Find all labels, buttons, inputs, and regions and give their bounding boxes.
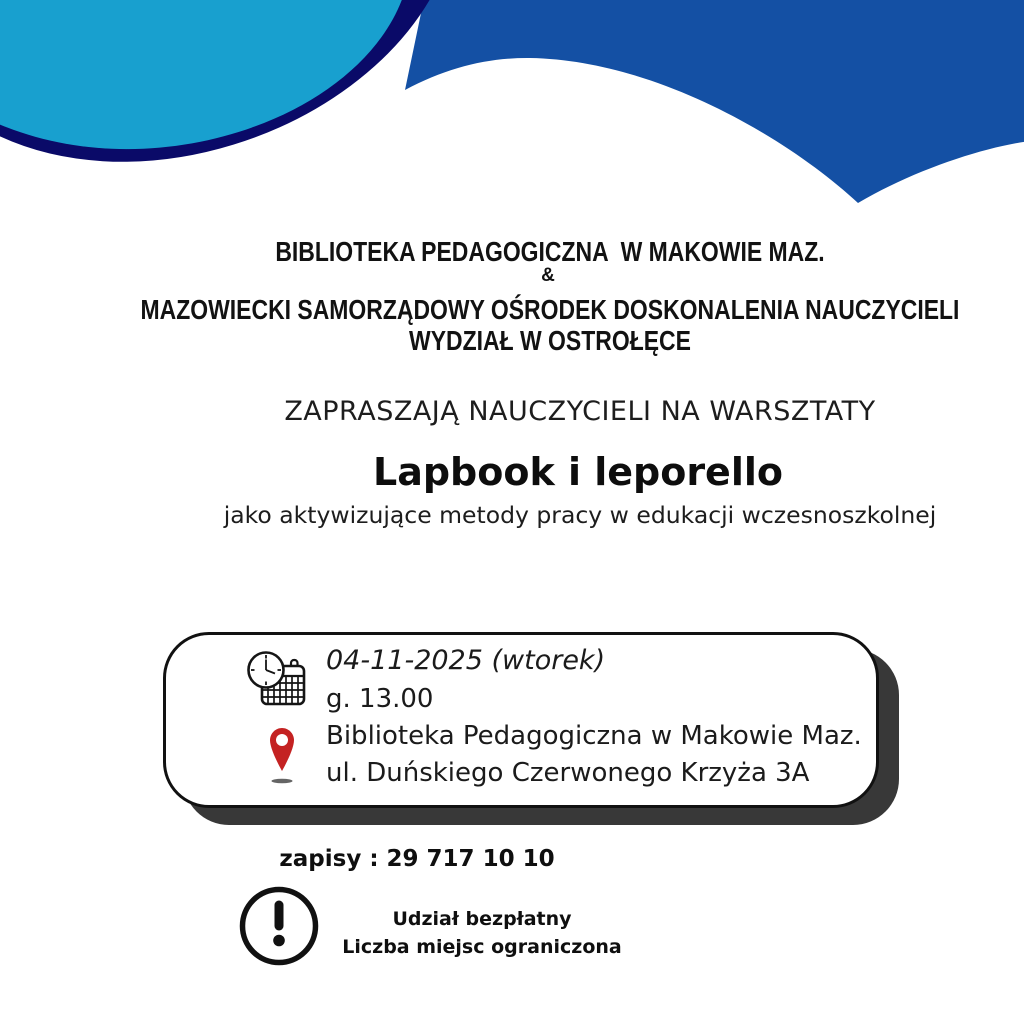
event-details-card (163, 632, 879, 808)
ampersand: & (541, 265, 555, 286)
invitation-line: ZAPRASZAJĄ NAUCZYCIELI NA WARSZTATY (284, 396, 876, 427)
organizer-line-2: MAZOWIECKI SAMORZĄDOWY OŚRODEK DOSKONALENIA NAUCZYCIELI (140, 294, 960, 325)
notice-text (0, 905, 964, 961)
workshop-title: Lapbook i leporello (372, 450, 783, 494)
organizer-line-3: WYDZIAŁ W OSTROŁĘCE (409, 325, 691, 356)
event-date: 04-11-2025 (wtorek) (326, 645, 606, 676)
workshop-subtitle: jako aktywizujące metody pracy w edukacji wczesnoszkolnej (223, 501, 937, 529)
wave-cyan (0, 0, 404, 149)
notice-line-limited: Liczba miejsc ograniczona (342, 936, 622, 958)
registration-phone: zapisy : 29 717 10 10 (279, 846, 555, 872)
event-time: g. 13.00 (326, 684, 434, 714)
calendar-clock-icon (244, 648, 308, 712)
organizer-line-1: BIBLIOTEKA PEDAGOGICZNA W MAKOWIE MAZ. (275, 236, 825, 267)
header-waves (0, 0, 1024, 232)
location-pin-icon (267, 727, 297, 787)
event-address: ul. Duńskiego Czerwonego Krzyża 3A (326, 758, 810, 788)
event-place: Biblioteka Pedagogiczna w Makowie Maz. (326, 721, 862, 751)
notice-line-free: Udział bezpłatny (392, 908, 572, 930)
wave-blue (405, 0, 1024, 203)
